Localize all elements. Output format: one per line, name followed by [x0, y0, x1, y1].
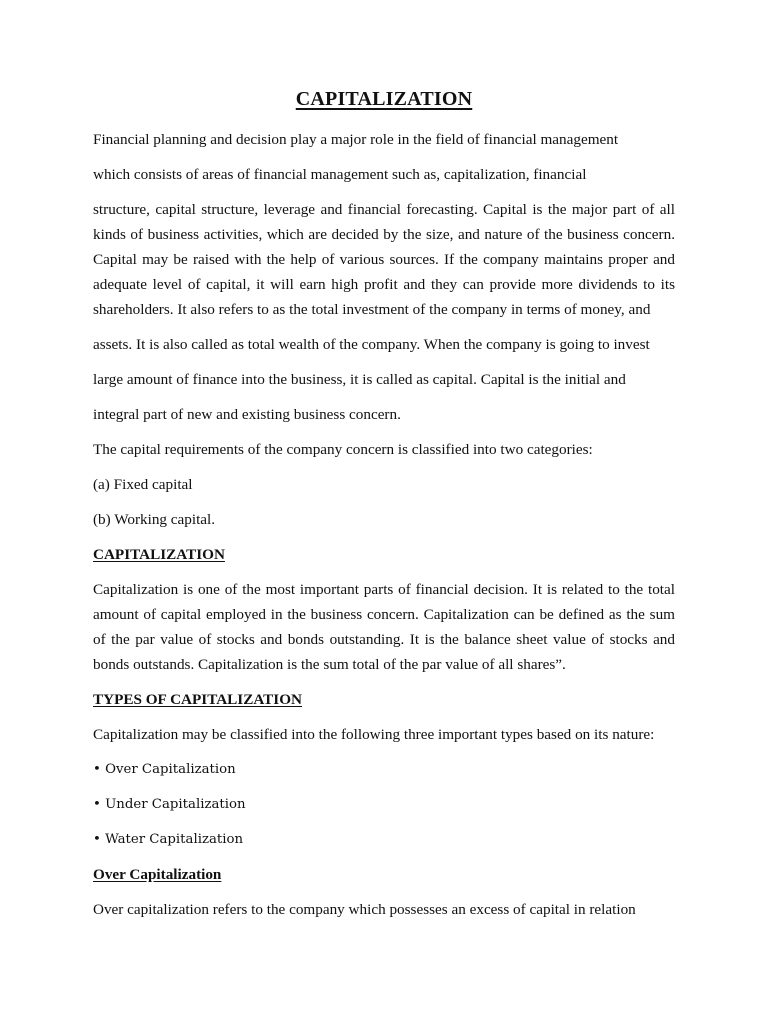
section-heading-over-capitalization: Over Capitalization	[93, 866, 222, 883]
intro-line-10: integral part of new and existing business concern.	[93, 406, 401, 423]
bullet-under-capitalization: • Under Capitalization	[93, 797, 246, 812]
section-heading-types-of-capitalization: TYPES OF CAPITALIZATION	[93, 691, 302, 708]
capitalization-line-3: of the par value of stocks and bonds outstanding. It is the balance sheet value of stocks and	[93, 631, 675, 648]
bullet-water-capitalization: • Water Capitalization	[93, 832, 244, 847]
intro-line-9: large amount of finance into the business, it is called as capital. Capital is the initial and	[93, 371, 626, 388]
document-title: CAPITALIZATION	[295, 88, 473, 110]
over-capitalization-line-1: Over capitalization refers to the company which possesses an excess of capital in relation	[93, 901, 636, 918]
categories-intro: The capital requirements of the company concern is classified into two categories:	[93, 441, 593, 458]
bullet-over-capitalization: • Over Capitalization	[93, 762, 236, 777]
intro-line-6: adequate level of capital, it will earn high profit and they can provide more dividends to its	[93, 276, 675, 293]
category-working-capital: (b) Working capital.	[93, 511, 216, 528]
intro-line-2: which consists of areas of financial management such as, capitalization, financial	[93, 166, 587, 183]
capitalization-line-2: amount of capital employed in the business concern. Capitalization can be defined as the sum	[93, 606, 675, 623]
types-intro: Capitalization may be classified into the following three important types based on its nature:	[93, 726, 655, 743]
capitalization-line-1: Capitalization is one of the most important parts of financial decision. It is related to the total	[93, 581, 675, 598]
intro-line-5: Capital may be raised with the help of various sources. If the company maintains proper and	[93, 251, 675, 268]
section-heading-capitalization: CAPITALIZATION	[93, 546, 225, 563]
intro-line-3: structure, capital structure, leverage and financial forecasting. Capital is the major part of all	[93, 201, 675, 218]
category-fixed-capital: (a) Fixed capital	[93, 476, 193, 493]
intro-line-7: shareholders. It also refers to as the total investment of the company in terms of money, and	[93, 301, 651, 318]
intro-line-1: Financial planning and decision play a major role in the field of financial management	[93, 131, 619, 148]
capitalization-line-4: bonds outstands. Capitalization is the sum total of the par value of all shares”.	[93, 656, 566, 673]
intro-line-8: assets. It is also called as total wealth of the company. When the company is going to invest	[93, 336, 650, 353]
intro-line-4: kinds of business activities, which are decided by the size, and nature of the business concern.	[93, 226, 675, 243]
